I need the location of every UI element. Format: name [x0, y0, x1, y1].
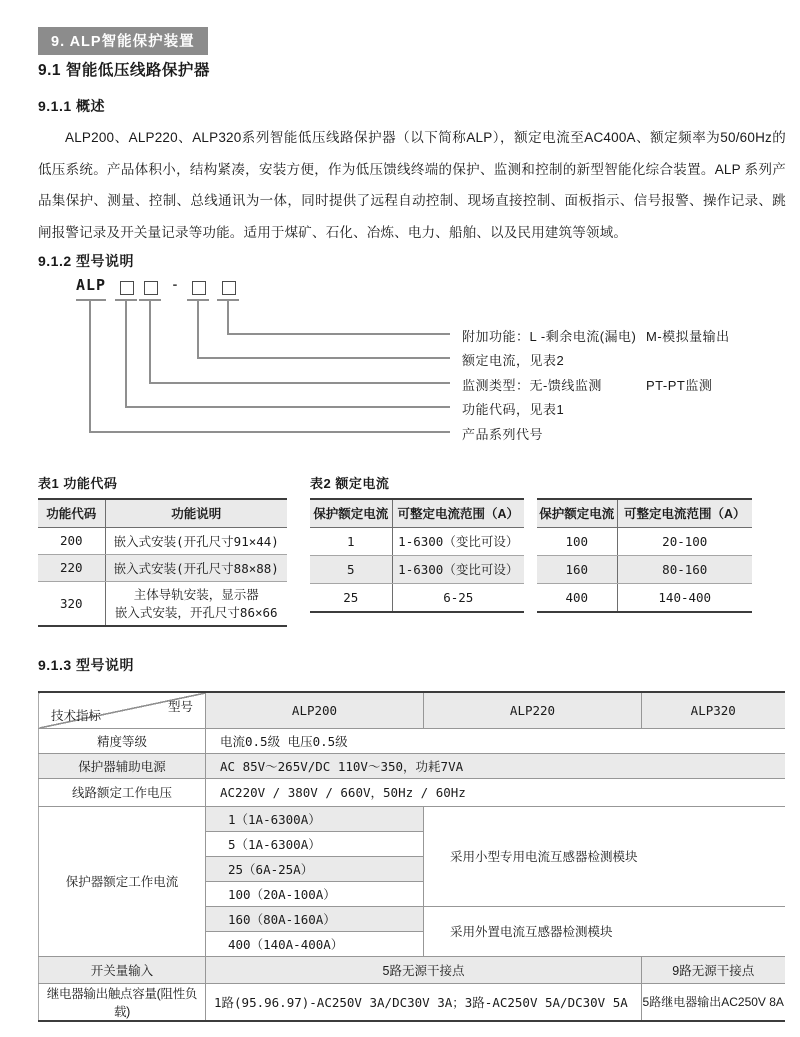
- spec-header-alp200: ALP200: [206, 692, 424, 728]
- table-row: [39, 956, 785, 983]
- spec-corner-model: 型号: [167, 700, 193, 714]
- spec-sensor-external: 采用外置电流互感器检测模块: [424, 906, 785, 956]
- model-code-box-2: [144, 281, 158, 295]
- leader-line: [149, 301, 151, 384]
- table1-title: 表1 功能代码: [38, 476, 118, 491]
- table-row: [39, 728, 785, 753]
- table2-rated-current-left: [310, 498, 524, 613]
- spec-label-relay-output: 继电器输出触点容量(阻性负载): [39, 983, 206, 1021]
- spec-label-switch-input: 开关量输入: [39, 956, 206, 983]
- table1-header-desc: 功能说明: [105, 499, 287, 527]
- spec-current-option-2: 5（1A-6300A）: [206, 831, 424, 856]
- table2-right-header-range: 可整定电流范围（A）: [617, 499, 752, 527]
- table1-code-320: 320: [38, 581, 105, 626]
- spec-heading: 9.1.3 型号说明: [38, 657, 135, 673]
- table2-cell: 1: [310, 527, 392, 555]
- table2-left-header-rated: 保护额定电流: [310, 499, 392, 527]
- table2-cell: 25: [310, 583, 392, 612]
- table1-function-codes: [38, 498, 287, 627]
- spec-current-option-1: 1（1A-6300A）: [206, 806, 424, 831]
- callout-function-code: 功能代码，见表1: [462, 402, 565, 417]
- table2-title: 表2 额定电流: [310, 476, 390, 491]
- table-row: [310, 527, 524, 555]
- table-row: [537, 527, 752, 555]
- table2-cell: 5: [310, 555, 392, 583]
- table2-right-header-rated: 保护额定电流: [537, 499, 617, 527]
- table2-cell: 80-160: [617, 555, 752, 583]
- table2-cell: 1-6300（变比可设）: [392, 555, 524, 583]
- table-row: [39, 806, 785, 831]
- table1-desc-320-line2: 嵌入式安装，开孔尺寸86×66: [114, 605, 278, 621]
- leader-line: [125, 301, 127, 408]
- table1-desc-320-line1: 主体导轨安装，显示器: [133, 587, 259, 603]
- table-row: [310, 555, 524, 583]
- table-row: [38, 527, 287, 554]
- spec-switch-input-main: 5路无源干接点: [206, 956, 642, 983]
- spec-corner-cell: [39, 692, 206, 728]
- table2-rated-current-right: [537, 498, 752, 613]
- spec-relay-output-alp320: 5路继电器输出AC250V 8A: [642, 995, 784, 1009]
- leader-line: [89, 431, 450, 433]
- spec-current-option-6: 400（140A-400A）: [206, 931, 424, 956]
- table-row: [537, 583, 752, 612]
- spec-value-aux-power: AC 85V～265V/DC 110V～350，功耗7VA: [206, 753, 785, 778]
- section-title: 9.1 智能低压线路保护器: [38, 62, 210, 79]
- leader-line: [197, 357, 450, 359]
- table-row: [39, 983, 785, 1021]
- leader-line: [197, 301, 199, 359]
- table2-left-header-range: 可整定电流范围（A）: [392, 499, 524, 527]
- table2-cell: 400: [537, 583, 617, 612]
- spec-current-option-5: 160（80A-160A）: [206, 906, 424, 931]
- table2-cell: 1-6300（变比可设）: [392, 527, 524, 555]
- table2-cell: 100: [537, 527, 617, 555]
- table-row: [38, 581, 287, 626]
- spec-switch-input-alp320: 9路无源干接点: [642, 956, 785, 983]
- model-code-box-4: [222, 281, 236, 295]
- spec-value-line-voltage: AC220V / 380V / 660V，50Hz / 60Hz: [206, 778, 785, 806]
- model-prefix: ALP: [76, 276, 107, 294]
- table-row: [39, 753, 785, 778]
- table1-desc-200: 嵌入式安装(开孔尺寸91×44): [105, 527, 287, 554]
- spec-label-accuracy: 精度等级: [39, 728, 206, 753]
- leader-line: [125, 406, 450, 408]
- spec-relay-output-main: 1路(95.96.97)-AC250V 3A/DC30V 3A；3路-AC250V 5A/DC30V 5A: [206, 983, 642, 1021]
- chapter-title-badge: 9. ALP智能保护装置: [38, 27, 208, 55]
- table1-code-200: 200: [38, 527, 105, 554]
- model-diagram-heading: 9.1.2 型号说明: [38, 253, 135, 269]
- spec-label-rated-current: 保护器额定工作电流: [39, 806, 206, 956]
- model-code-box-1: [120, 281, 134, 295]
- callout-additional-function-2: M-模拟量输出: [646, 329, 730, 344]
- model-code-dash: -: [172, 276, 178, 292]
- table-row: [310, 583, 524, 612]
- spec-corner-indicator: 技术指标: [51, 708, 102, 723]
- spec-label-line-voltage: 线路额定工作电压: [39, 778, 206, 806]
- spec-current-option-4: 100（20A-100A）: [206, 881, 424, 906]
- table2-cell: 160: [537, 555, 617, 583]
- table1-desc-320: [105, 581, 287, 626]
- table2-cell: 20-100: [617, 527, 752, 555]
- overview-heading: 9.1.1 概述: [38, 98, 106, 114]
- table1-desc-220: 嵌入式安装(开孔尺寸88×88): [105, 554, 287, 581]
- model-code-box-3: [192, 281, 206, 295]
- table1-header-code: 功能代码: [38, 499, 105, 527]
- callout-rated-current: 额定电流，见表2: [462, 353, 565, 368]
- underline-prefix: [76, 299, 106, 301]
- table2-cell: 140-400: [658, 589, 712, 605]
- spec-value-accuracy: 电流0.5级 电压0.5级: [206, 728, 785, 753]
- callout-monitor-type-2: PT-PT监测: [646, 378, 713, 393]
- leader-line: [227, 301, 229, 335]
- overview-paragraph: ALP200、ALP220、ALP320系列智能低压线路保护器（以下简称ALP），额定电流至AC400A、额定频率为50/60Hz的低压系统。产品体积小，结构紧凑，安装方便，作为低压馈线终端的保护、监测和控制的新型智能化综合装置。ALP 系列产品集保护、测量、控制、总线通讯为一体，同时提供了远程自动控制、现场直接控制、面板指示、信号报警、操作记录、跳闸报警记录及开关量记录等功能。适用于煤矿、石化、冶炼、电力、船舶、以及民用建筑等领域。: [38, 130, 786, 240]
- spec-table: [38, 691, 785, 1022]
- table-row: [537, 555, 752, 583]
- callout-monitor-type: 监测类型：无-馈线监测: [462, 378, 602, 393]
- table-row: [39, 778, 785, 806]
- leader-line: [149, 382, 450, 384]
- callout-series-code: 产品系列代号: [462, 427, 544, 442]
- table1-code-220: 220: [38, 554, 105, 581]
- leader-line: [227, 333, 450, 335]
- spec-header-alp320: ALP320: [642, 692, 785, 728]
- spec-current-option-3: 25（6A-25A）: [206, 856, 424, 881]
- callout-additional-function: 附加功能：L -剩余电流(漏电): [462, 329, 637, 344]
- leader-line: [89, 301, 91, 433]
- spec-header-alp220: ALP220: [424, 692, 642, 728]
- spec-sensor-small: 采用小型专用电流互感器检测模块: [424, 806, 785, 906]
- table-row: [38, 554, 287, 581]
- spec-label-aux-power: 保护器辅助电源: [39, 753, 206, 778]
- model-code-diagram: [0, 270, 800, 465]
- table2-cell: 6-25: [443, 589, 474, 605]
